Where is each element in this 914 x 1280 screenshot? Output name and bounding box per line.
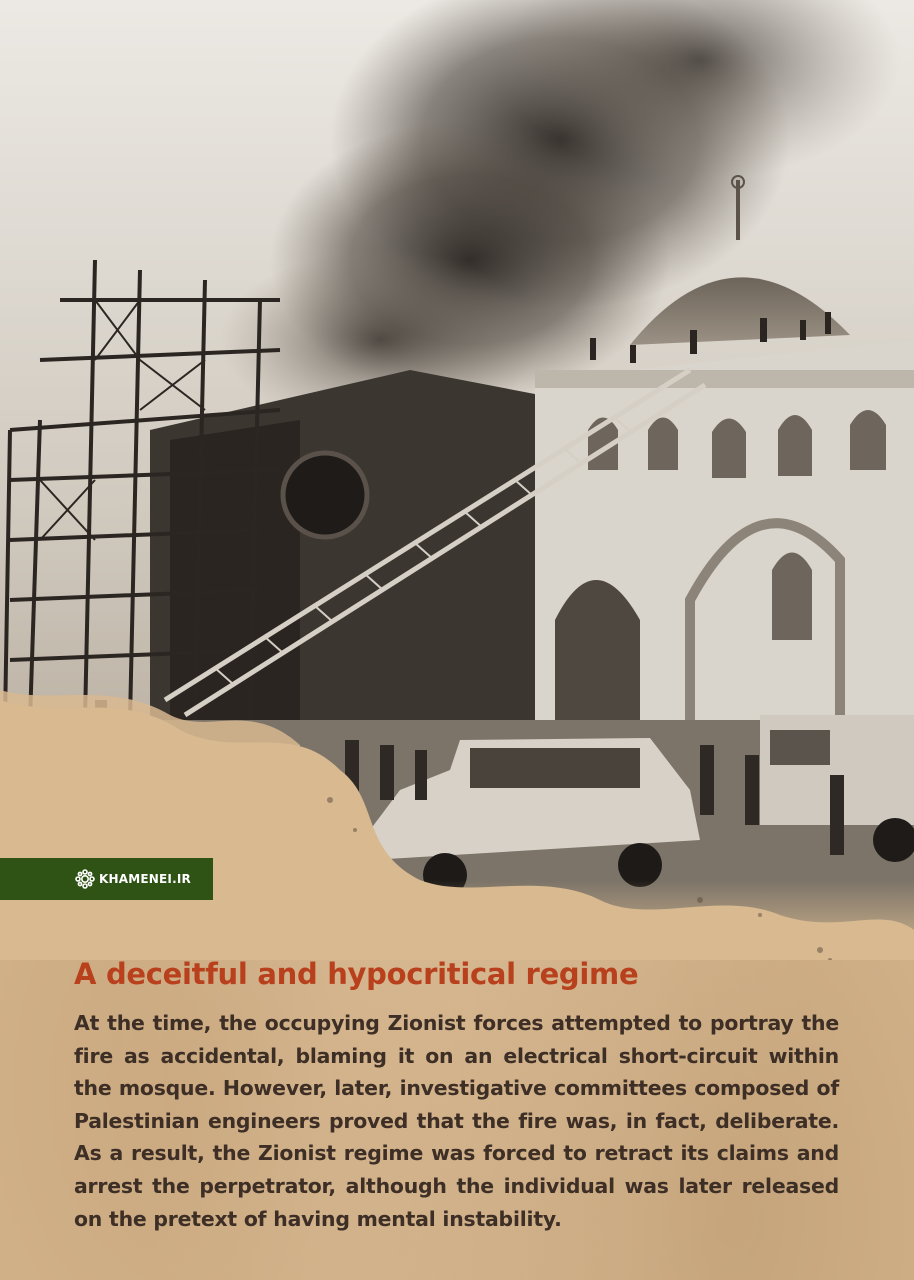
brand-badge[interactable] xyxy=(0,858,213,900)
brand-label: KHAMENEI.IR xyxy=(99,872,191,886)
article-body: At the time, the occupying Zionist forces attempted to portray the fire as accidental, blaming it on an electrical short-circuit within the mosque. However, later, investigative committees composed of Palestinian engineers proved that the fire was, in fact, deliberate. As a result, the Zionist regime was forced to retract its claims and arrest the perpetrator, although the individual was later released on the pretext of having mental instability. xyxy=(74,1011,839,1231)
article-title: A deceitful and hypocritical regime xyxy=(74,957,639,991)
khamenei-logo-icon xyxy=(74,868,96,890)
